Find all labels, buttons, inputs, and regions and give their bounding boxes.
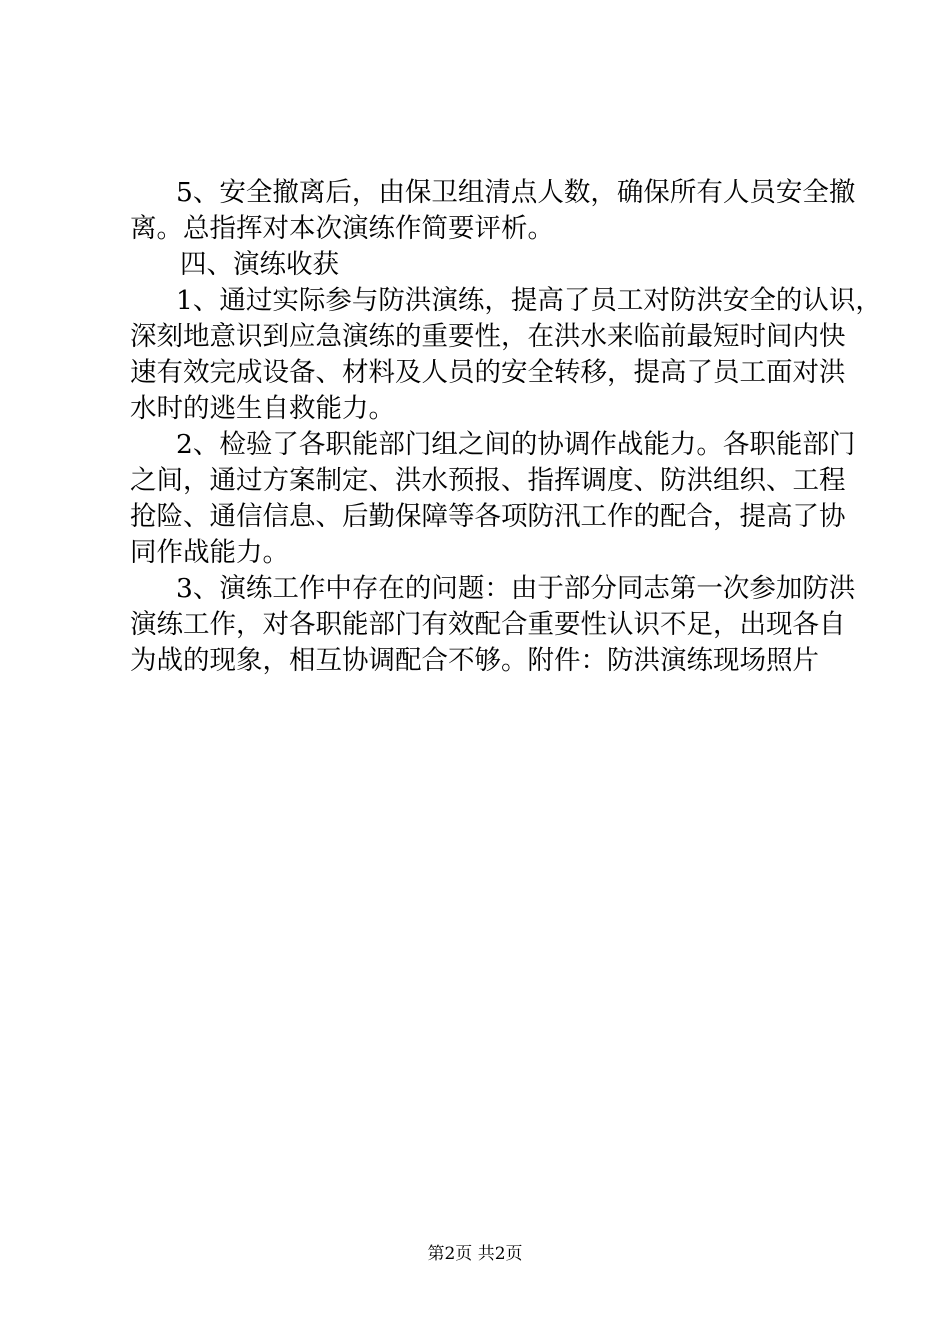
page-footer bbox=[0, 1242, 950, 1266]
document-body bbox=[130, 175, 882, 679]
text-line: 速有效完成设备、材料及人员的安全转移，提高了员工面对洪 bbox=[130, 357, 846, 388]
text-line: 水时的逃生自救能力。 bbox=[130, 393, 395, 424]
paragraph-item-3 bbox=[130, 571, 856, 679]
paragraph-item-2 bbox=[130, 427, 856, 571]
text-line: 2、检验了各职能部门组之间的协调作战能力。各职能部门 bbox=[176, 429, 856, 460]
text-line: 3、演练工作中存在的问题：由于部分同志第一次参加防洪 bbox=[176, 573, 856, 604]
section-heading: 四、演练收获 bbox=[180, 249, 339, 280]
section-heading-harvest bbox=[130, 247, 830, 283]
text-line: 抢险、通信信息、后勤保障等各项防汛工作的配合，提高了协 bbox=[130, 501, 846, 532]
text-line: 同作战能力。 bbox=[130, 537, 289, 568]
text-line: 为战的现象，相互协调配合不够。附件：防洪演练现场照片 bbox=[130, 645, 819, 676]
text-line: 演练工作，对各职能部门有效配合重要性认识不足，出现各自 bbox=[130, 609, 846, 640]
text-line: 深刻地意识到应急演练的重要性，在洪水来临前最短时间内快 bbox=[130, 321, 846, 352]
text-line: 离。总指挥对本次演练作简要评析。 bbox=[130, 213, 554, 244]
paragraph-item-5 bbox=[130, 175, 856, 247]
text-line: 5、安全撤离后，由保卫组清点人数，确保所有人员安全撤 bbox=[176, 177, 856, 208]
text-line: 之间，通过方案制定、洪水预报、指挥调度、防洪组织、工程 bbox=[130, 465, 846, 496]
text-line: 1、通过实际参与防洪演练，提高了员工对防洪安全的认识， bbox=[176, 285, 882, 316]
page-number: 第2页 共2页 bbox=[427, 1244, 523, 1264]
paragraph-item-1 bbox=[130, 283, 882, 427]
